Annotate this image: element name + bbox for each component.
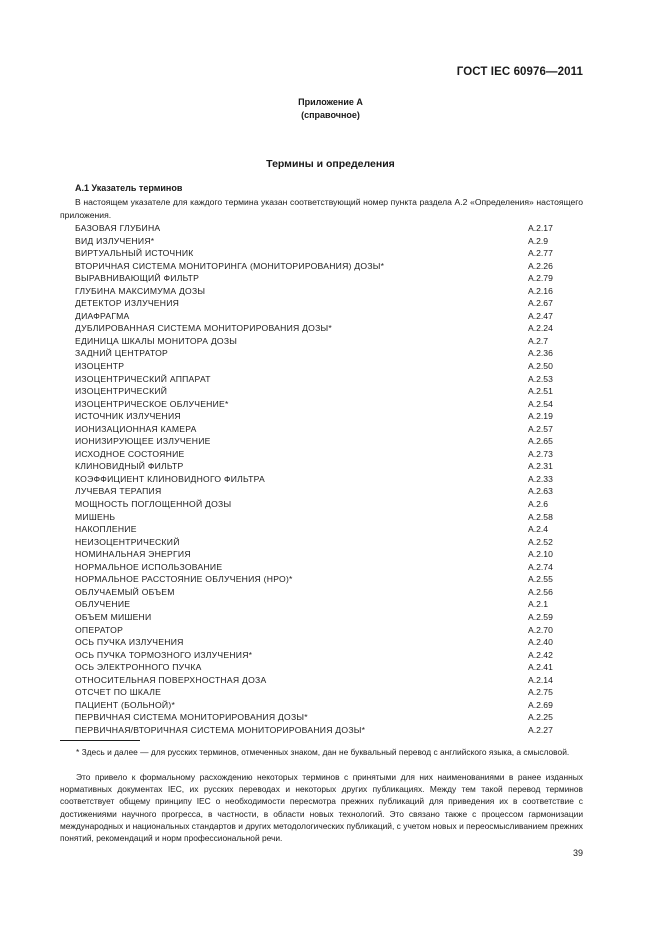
appendix-note: (справочное) — [301, 110, 360, 120]
footnote-separator — [60, 740, 140, 741]
term-reference: А.2.42 — [528, 649, 553, 660]
term-reference: А.2.33 — [528, 473, 553, 484]
term-name: ВИРТУАЛЬНЫЙ ИСТОЧНИК — [75, 248, 194, 259]
term-name: МИШЕНЬ — [75, 511, 116, 522]
term-reference: А.2.70 — [528, 624, 553, 635]
term-reference: А.2.40 — [528, 637, 553, 648]
term-row — [75, 649, 585, 662]
section-intro: В настоящем указателе для каждого термина указан соответствующий номер пункта раздела А.2 «Определения» настоящего приложения. — [60, 197, 583, 220]
term-reference: А.2.69 — [528, 699, 553, 710]
term-reference: А.2.24 — [528, 323, 553, 334]
term-row — [75, 699, 585, 712]
term-name: ЗАДНИЙ ЦЕНТРАТОР — [75, 348, 169, 359]
term-reference: А.2.7 — [528, 335, 549, 346]
term-name: ИЗОЦЕНТРИЧЕСКИЙ АППАРАТ — [75, 373, 211, 384]
term-row — [75, 347, 585, 360]
appendix-title: Приложение А — [298, 97, 363, 107]
term-row — [75, 360, 585, 373]
term-reference: А.2.59 — [528, 611, 553, 622]
term-name: ИСХОДНОЕ СОСТОЯНИЕ — [75, 448, 185, 459]
term-row — [75, 624, 585, 637]
document-title: Термины и определения — [266, 158, 395, 170]
term-name: ДУБЛИРОВАННАЯ СИСТЕМА МОНИТОРИРОВАНИЯ ДОЗЫ* — [75, 323, 333, 334]
term-name: МОЩНОСТЬ ПОГЛОЩЕННОЙ ДОЗЫ — [75, 499, 232, 510]
term-name: ПАЦИЕНТ (БОЛЬНОЙ)* — [75, 699, 176, 710]
term-name: ПЕРВИЧНАЯ СИСТЕМА МОНИТОРИРОВАНИЯ ДОЗЫ* — [75, 712, 308, 723]
term-reference: А.2.14 — [528, 674, 553, 685]
term-reference: А.2.58 — [528, 511, 553, 522]
term-row — [75, 260, 585, 273]
term-reference: А.2.55 — [528, 574, 553, 585]
term-name: ИЗОЦЕНТРИЧЕСКОЕ ОБЛУЧЕНИЕ* — [75, 398, 229, 409]
term-name: ОПЕРАТОР — [75, 624, 124, 635]
term-name: НОМИНАЛЬНАЯ ЭНЕРГИЯ — [75, 549, 191, 560]
term-reference: А.2.16 — [528, 285, 553, 296]
term-row — [75, 686, 585, 699]
term-reference: А.2.6 — [528, 499, 549, 510]
term-reference: А.2.74 — [528, 561, 553, 572]
term-row — [75, 511, 585, 524]
term-row — [75, 410, 585, 423]
term-reference: А.2.17 — [528, 223, 553, 233]
term-name: БАЗОВАЯ ГЛУБИНА — [75, 223, 161, 233]
term-name: НОРМАЛЬНОЕ РАССТОЯНИЕ ОБЛУЧЕНИЯ (НРО)* — [75, 574, 293, 585]
term-reference: А.2.50 — [528, 361, 553, 372]
term-reference: А.2.26 — [528, 260, 553, 271]
footnote-1: * Здесь и далее — для русских терминов, отмеченных знаком, дан не буквальный перевод с английского языка, а смысловой. — [76, 747, 570, 757]
term-row — [75, 435, 585, 448]
page-number: 39 — [572, 848, 583, 858]
term-reference: А.2.79 — [528, 273, 553, 284]
term-row — [75, 711, 585, 724]
term-name: НОРМАЛЬНОЕ ИСПОЛЬЗОВАНИЕ — [75, 561, 223, 572]
term-name: ВТОРИЧНАЯ СИСТЕМА МОНИТОРИНГА (МОНИТОРИРОВАНИЯ) ДОЗЫ* — [75, 260, 385, 271]
term-name: ОСЬ ПУЧКА ИЗЛУЧЕНИЯ — [75, 637, 184, 648]
term-reference: А.2.4 — [528, 524, 549, 535]
term-name: НЕИЗОЦЕНТРИЧЕСКИЙ — [75, 536, 180, 547]
term-reference: А.2.73 — [528, 448, 553, 459]
term-reference: А.2.53 — [528, 373, 553, 384]
term-row — [75, 598, 585, 611]
term-name: ЕДИНИЦА ШКАЛЫ МОНИТОРА ДОЗЫ — [75, 335, 238, 346]
term-row — [75, 561, 585, 574]
term-name: ОБЪЕМ МИШЕНИ — [75, 611, 152, 622]
term-reference: А.2.47 — [528, 310, 553, 321]
term-reference: А.2.19 — [528, 411, 553, 422]
term-name: ВЫРАВНИВАЮЩИЙ ФИЛЬТР — [75, 273, 200, 284]
term-row — [75, 297, 585, 310]
term-row — [75, 573, 585, 586]
term-name: ОТСЧЕТ ПО ШКАЛЕ — [75, 687, 162, 698]
term-reference: А.2.63 — [528, 486, 553, 497]
term-reference: А.2.54 — [528, 398, 553, 409]
term-name: ОБЛУЧЕНИЕ — [75, 599, 131, 610]
term-row — [75, 611, 585, 624]
term-row — [75, 586, 585, 599]
term-name: ДИАФРАГМА — [75, 310, 130, 321]
term-name: ДЕТЕКТОР ИЗЛУЧЕНИЯ — [75, 298, 180, 309]
term-row — [75, 498, 585, 511]
term-reference: А.2.25 — [528, 712, 553, 723]
term-row — [75, 335, 585, 348]
term-row — [75, 536, 585, 549]
term-reference: А.2.65 — [528, 436, 553, 447]
term-name: КЛИНОВИДНЫЙ ФИЛЬТР — [75, 461, 184, 472]
term-reference: А.2.9 — [528, 235, 549, 246]
term-name: ИОНИЗАЦИОННАЯ КАМЕРА — [75, 423, 197, 434]
term-name: ГЛУБИНА МАКСИМУМА ДОЗЫ — [75, 285, 206, 296]
term-reference: А.2.27 — [528, 724, 553, 735]
term-row — [75, 448, 585, 461]
term-row — [75, 460, 585, 473]
term-reference: А.2.36 — [528, 348, 553, 359]
term-reference: А.2.77 — [528, 248, 553, 259]
term-reference: А.2.52 — [528, 536, 553, 547]
term-row — [75, 398, 585, 411]
standard-number: ГОСТ IEC 60976—2011 — [456, 66, 583, 78]
section-heading: А.1 Указатель терминов — [75, 183, 183, 193]
term-row — [75, 385, 585, 398]
term-name: ОТНОСИТЕЛЬНАЯ ПОВЕРХНОСТНАЯ ДОЗА — [75, 674, 267, 685]
term-reference: А.2.31 — [528, 461, 553, 472]
term-row — [75, 222, 585, 235]
term-row — [75, 674, 585, 687]
term-row — [75, 473, 585, 486]
term-row — [75, 423, 585, 436]
term-row — [75, 636, 585, 649]
term-row — [75, 548, 585, 561]
term-name: ИСТОЧНИК ИЗЛУЧЕНИЯ — [75, 411, 181, 422]
term-name: ИОНИЗИРУЮЩЕЕ ИЗЛУЧЕНИЕ — [75, 436, 211, 447]
term-name: ОСЬ ПУЧКА ТОРМОЗНОГО ИЗЛУЧЕНИЯ* — [75, 649, 253, 660]
term-name: НАКОПЛЕНИЕ — [75, 524, 137, 535]
term-reference: А.2.10 — [528, 549, 553, 560]
term-reference: А.2.67 — [528, 298, 553, 309]
term-reference: А.2.41 — [528, 662, 553, 673]
term-row — [75, 310, 585, 323]
term-row — [75, 322, 585, 335]
term-name: ПЕРВИЧНАЯ/ВТОРИЧНАЯ СИСТЕМА МОНИТОРИРОВАНИЯ ДОЗЫ* — [75, 724, 366, 735]
term-row — [75, 523, 585, 536]
term-reference: А.2.57 — [528, 423, 553, 434]
term-row — [75, 373, 585, 386]
term-name: ОБЛУЧАЕМЫЙ ОБЪЕМ — [75, 586, 175, 597]
term-name: ИЗОЦЕНТР — [75, 361, 125, 372]
term-index-list — [75, 222, 585, 736]
term-reference: А.2.75 — [528, 687, 553, 698]
term-name: ОСЬ ЭЛЕКТРОННОГО ПУЧКА — [75, 662, 202, 673]
term-reference: А.2.56 — [528, 586, 553, 597]
term-name: ИЗОЦЕНТРИЧЕСКИЙ — [75, 386, 168, 397]
term-row — [75, 724, 585, 737]
footnote-2: Это привело к формальному расхождению некоторых терминов с принятыми для них наименованиями в ранее изданных нормативных документах IEC, их русских переводах и некоторых других публикациях. Между тем такой перевод терминов соответствует общему принципу IEC о необходимости пересмотра прежних публикаций для приведения их в соответствие с достижениями научного прогресса, в частности, в области новых технологий. Это связано также с процессом гармонизации международных и национальных стандартов и других методологических публикаций, с учетом новых и переосмысливанием прежних понятий, рекомендаций и норм профессиональной речи. — [60, 772, 583, 844]
term-reference: А.2.1 — [528, 599, 549, 610]
term-row — [75, 661, 585, 674]
term-name: ЛУЧЕВАЯ ТЕРАПИЯ — [75, 486, 162, 497]
term-row — [75, 272, 585, 285]
term-row — [75, 485, 585, 498]
term-name: КОЭФФИЦИЕНТ КЛИНОВИДНОГО ФИЛЬТРА — [75, 473, 265, 484]
term-row — [75, 247, 585, 260]
term-row — [75, 235, 585, 248]
term-reference: А.2.51 — [528, 386, 553, 397]
term-row — [75, 285, 585, 298]
term-name: ВИД ИЗЛУЧЕНИЯ* — [75, 235, 155, 246]
